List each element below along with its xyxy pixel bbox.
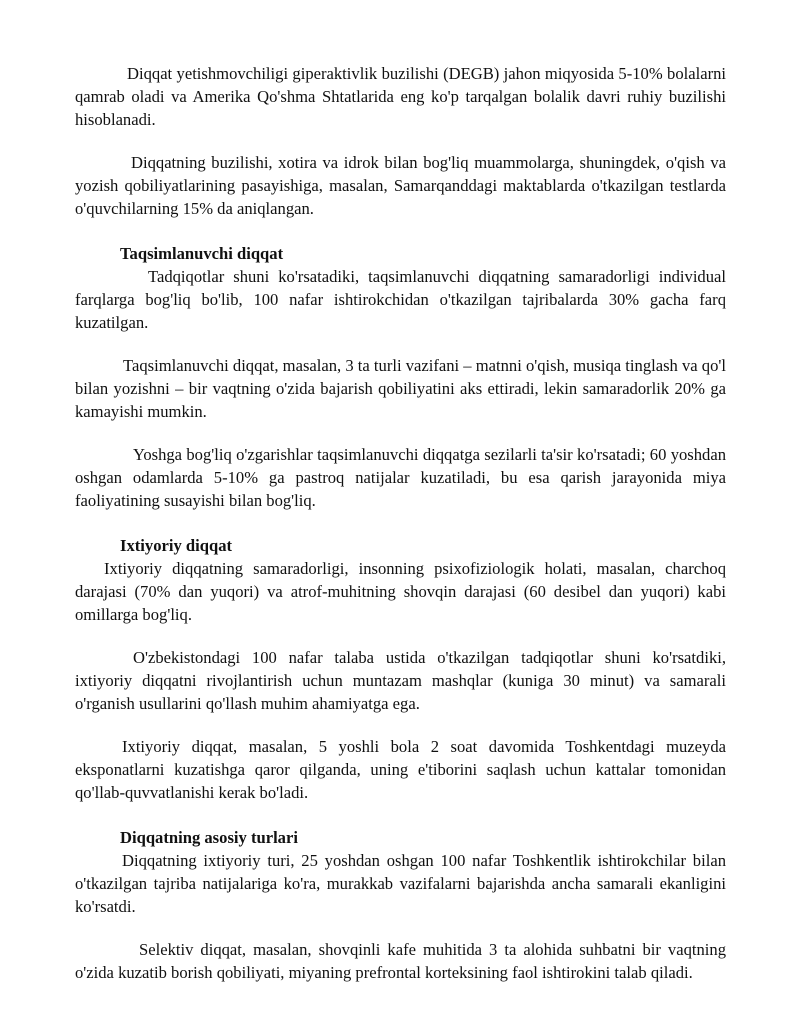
paragraph-adhd-prevalence: Diqqat yetishmovchiligi giperaktivlik buzilishi (DEGB) jahon miqyosida 5-10% bolalarni qamrab oladi va Amerika Qo'shma Shtatlarida eng ko'p tarqalgan bolalik davri ruhiy buzilishi hisoblanadi.	[75, 64, 726, 129]
heading-voluntary-attention: Ixtiyoriy diqqat	[120, 536, 233, 555]
paragraph-age-changes: Yoshga bog'liq o'zgarishlar taqsimlanuvchi diqqatga sezilarli ta'sir ko'rsatadi; 60 yoshdan oshgan odamlarda 5-10% ga pastroq natijalar kuzatiladi, bu esa qarish jarayonida miya faoliyatining susayishi bilan bog'liq.	[75, 445, 726, 510]
paragraph-divided-attention-research: Tadqiqotlar shuni ko'rsatadiki, taqsimlanuvchi diqqatning samaradorligi individual farqlarga bog'liq bo'lib, 100 nafar ishtirokchidan o'tkazilgan tajribalarda 30% gacha farq kuzatilgan.	[75, 267, 726, 332]
paragraph-selective-attention: Selektiv diqqat, masalan, shovqinli kafe muhitida 3 ta alohida suhbatni bir vaqtning o'zida kuzatib borish qobiliyati, miyaning prefrontal korteksining faol ishtirokini talab qiladi.	[75, 940, 726, 982]
paragraph-tashkent-experiment: Diqqatning ixtiyoriy turi, 25 yoshdan oshgan 100 nafar Toshkentlik ishtirokchilar bilan o'tkazilgan tajriba natijalariga ko'ra, murakkab vazifalarni bajarishda ancha samarali ekanligini ko'rsatdi.	[75, 851, 726, 916]
paragraph-divided-attention-example: Taqsimlanuvchi diqqat, masalan, 3 ta turli vazifani – matnni o'qish, musiqa tinglash va qo'l bilan yozishni – bir vaqtning o'zida bajarish qobiliyatini aks ettiradi, lekin samaradorlik 20% ga kamayishi mumkin.	[75, 356, 726, 421]
paragraph-museum-example: Ixtiyoriy diqqat, masalan, 5 yoshli bola 2 soat davomida Toshkentdagi muzeyda eksponatlarni kuzatishga qaror qilganda, uning e'tiborini saqlash uchun kattalar tomonidan qo'llab-quvvatlanishi kerak bo'ladi.	[75, 737, 726, 802]
paragraph-uzbekistan-study: O'zbekistondagi 100 nafar talaba ustida o'tkazilgan tadqiqotlar shuni ko'rsatdiki, ixtiyoriy diqqatni rivojlantirish uchun muntazam mashqlar (kuniga 30 minut) va samarali o'rganish usullarini qo'llash muhim ahamiyatga ega.	[75, 648, 726, 713]
heading-divided-attention: Taqsimlanuvchi diqqat	[120, 244, 284, 263]
paragraph-attention-disorder: Diqqatning buzilishi, xotira va idrok bilan bog'liq muammolarga, shuningdek, o'qish va yozish qobiliyatlarining pasayishiga, masalan, Samarqanddagi maktablarda o'tkazilgan testlarda o'quvchilarning 15% da aniqlangan.	[75, 153, 726, 218]
heading-main-attention-types: Diqqatning asosiy turlari	[120, 828, 298, 847]
document-page	[75, 62, 726, 984]
paragraph-voluntary-attention-factors: Ixtiyoriy diqqatning samaradorligi, insonning psixofiziologik holati, masalan, charchoq darajasi (70% dan yuqori) va atrof-muhitning shovqin darajasi (60 desibel dan yuqori) kabi omillarga bog'liq.	[75, 559, 726, 624]
